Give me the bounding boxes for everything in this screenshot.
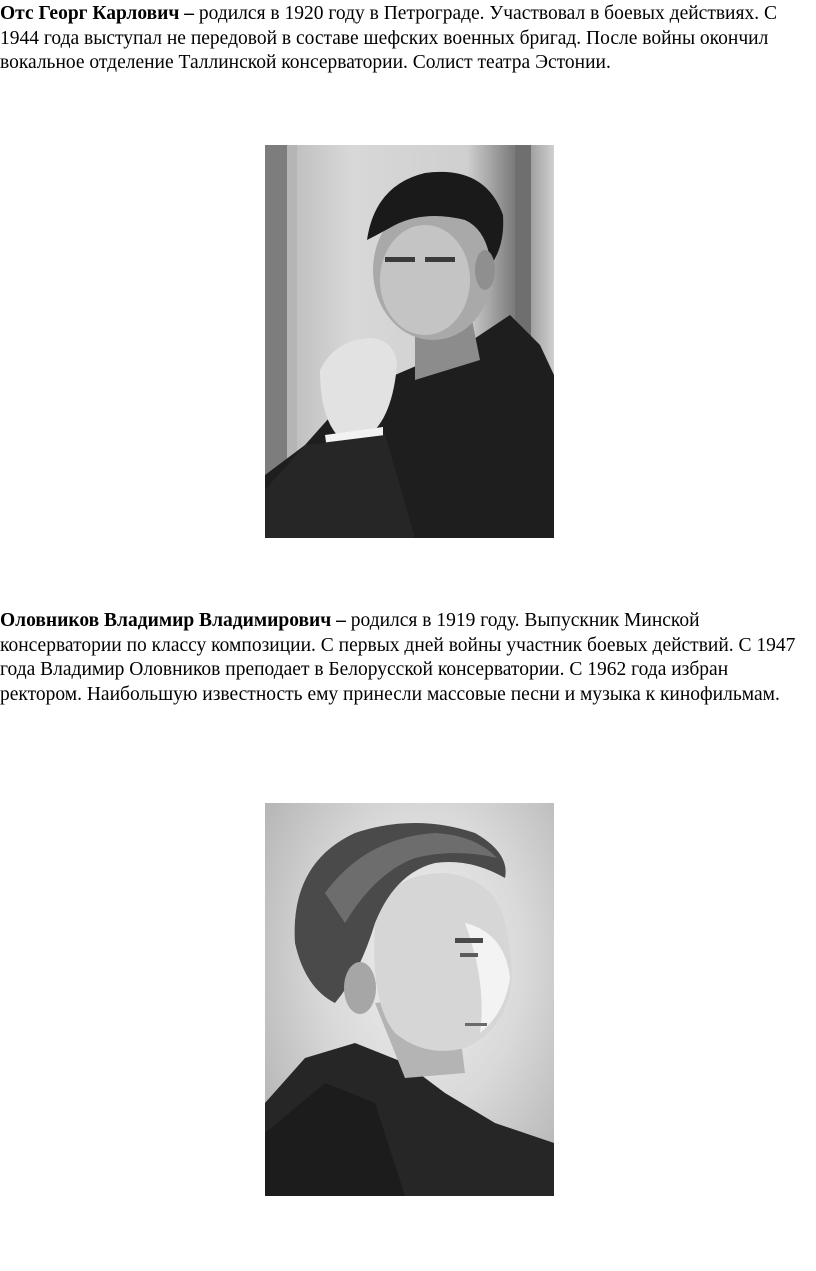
person-name-ots: Отс Георг Карлович – <box>0 3 195 24</box>
biography-olovnikov <box>0 609 812 707</box>
portrait-photo-olovnikov <box>265 803 554 1196</box>
biography-text-ots: родился в 1920 году в Петрограде. Участвовал в боевых действиях. С 1944 года выступал не передовой в составе шефских военных бригад. После войны окончил вокальное отделение Таллинской консерватории. Солист театра Эстонии. <box>0 3 777 73</box>
portrait-photo-ots <box>265 145 554 538</box>
biography-ots <box>0 2 812 76</box>
portrait-photo-olovnikov-drawing <box>265 803 554 1196</box>
portrait-photo-ots-drawing <box>265 145 554 538</box>
person-name-olovnikov: Оловников Владимир Владимирович – <box>0 610 346 631</box>
biography-text-olovnikov: родился в 1919 году. Выпускник Минской консерватории по классу композиции. С первых дней войны участник боевых действий. С 1947 года Владимир Оловников преподает в Белорусской консерватории. С 1962 года избран ректором. Наибольшую известность ему принесли массовые песни и музыка к кинофильмам. <box>0 610 796 705</box>
